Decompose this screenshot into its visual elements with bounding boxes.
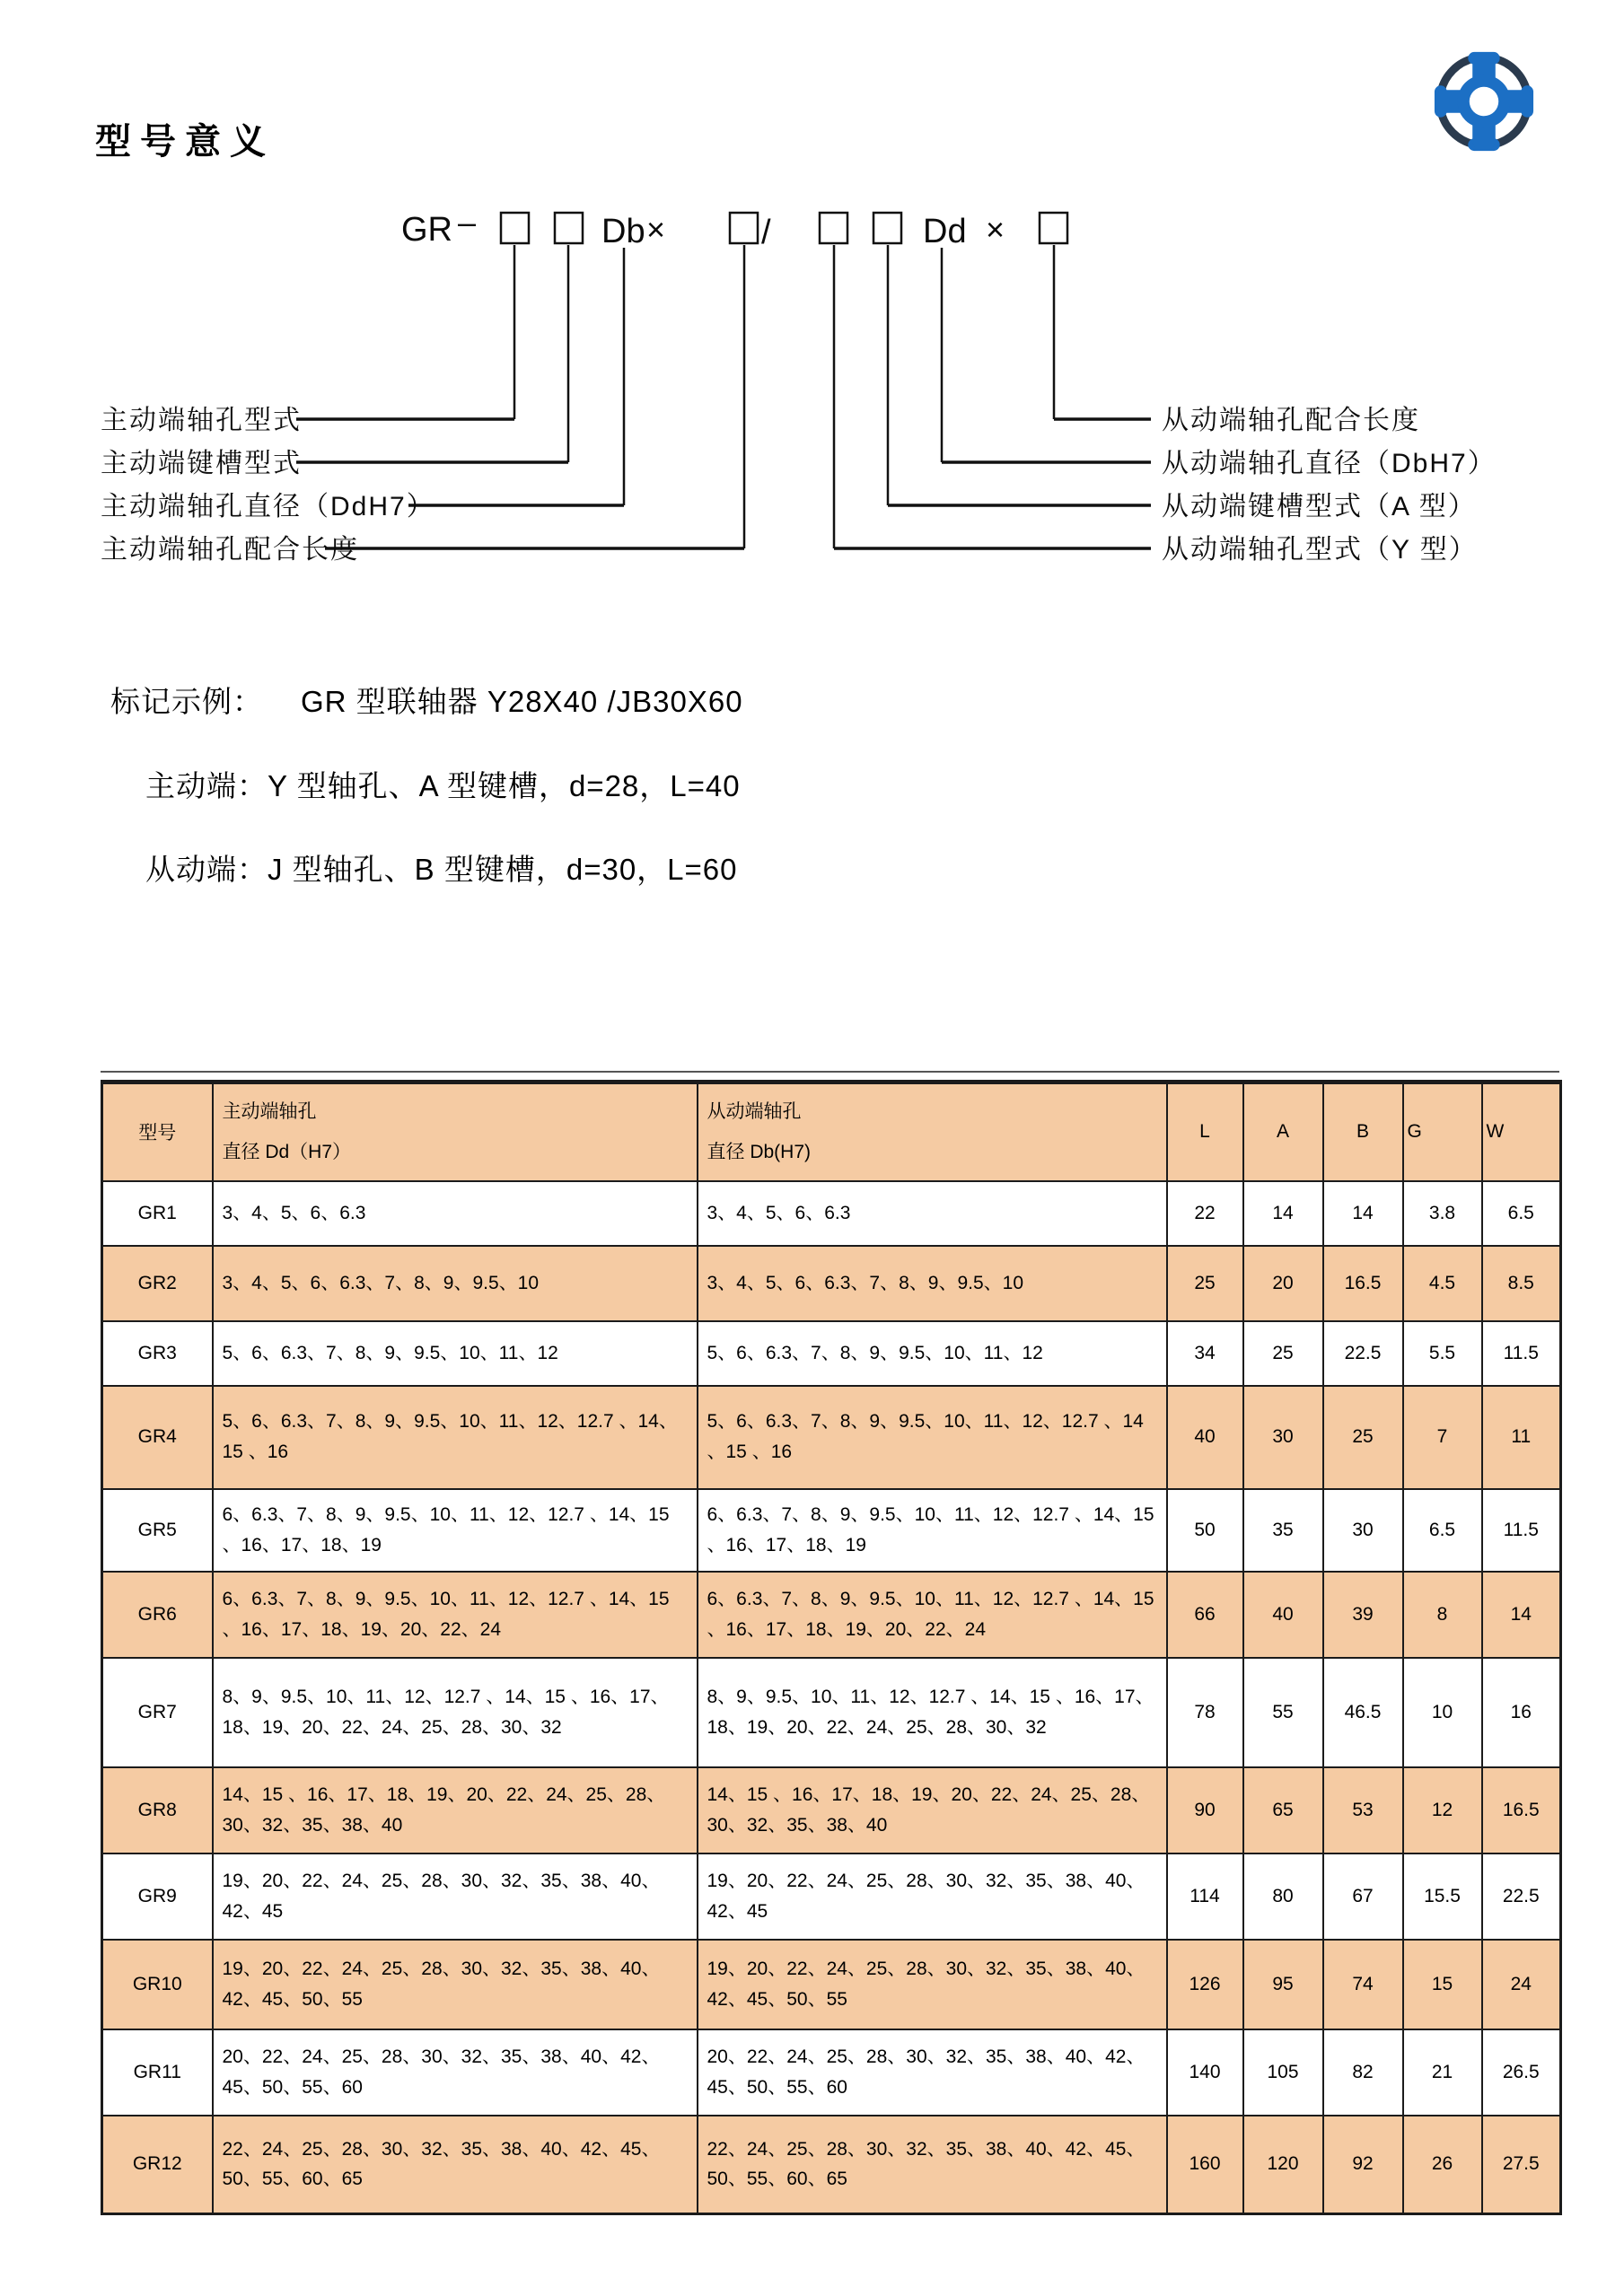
dim-B-cell: 22.5 bbox=[1323, 1321, 1403, 1386]
model-cell: GR6 bbox=[102, 1572, 213, 1658]
drive-bores-cell: 8、9、9.5、10、11、12、12.7 、14、15 、16、17、18、19、20、22、24、25、28、30、32 bbox=[213, 1658, 698, 1767]
drive-bores-cell: 5、6、6.3、7、8、9、9.5、10、11、12 bbox=[213, 1321, 698, 1386]
dim-G-cell: 15.5 bbox=[1403, 1853, 1482, 1940]
dim-A-cell: 120 bbox=[1243, 2116, 1323, 2214]
dim-W-cell: 14 bbox=[1482, 1572, 1561, 1658]
drive-bores-cell: 22、24、25、28、30、32、35、38、40、42、45、50、55、60、65 bbox=[213, 2116, 698, 2214]
table-row bbox=[102, 1940, 1561, 2029]
driven-bores-cell: 3、4、5、6、6.3、7、8、9、9.5、10 bbox=[698, 1246, 1167, 1321]
model-cell: GR7 bbox=[102, 1658, 213, 1767]
header-driven-bore-line2: 直径 Db(H7) bbox=[707, 1142, 812, 1163]
model-cell: GR2 bbox=[102, 1246, 213, 1321]
header-driven-bore-line1: 从动端轴孔 bbox=[707, 1100, 802, 1122]
spec-table bbox=[101, 1080, 1562, 2215]
dim-B-cell: 82 bbox=[1323, 2029, 1403, 2116]
dim-A-cell: 40 bbox=[1243, 1572, 1323, 1658]
table-row bbox=[102, 1386, 1561, 1489]
dim-W-cell: 16 bbox=[1482, 1658, 1561, 1767]
dim-W-cell: 24 bbox=[1482, 1940, 1561, 2029]
driven-bores-cell: 19、20、22、24、25、28、30、32、35、38、40、42、45、50、55 bbox=[698, 1940, 1167, 2029]
table-row bbox=[102, 1321, 1561, 1386]
drive-bores-cell: 5、6、6.3、7、8、9、9.5、10、11、12、12.7 、14、15 、16 bbox=[213, 1386, 698, 1489]
dim-B-cell: 25 bbox=[1323, 1386, 1403, 1489]
callout-drive-bore-type: 主动端轴孔型式 bbox=[101, 406, 302, 435]
dim-A-cell: 65 bbox=[1243, 1767, 1323, 1853]
dim-A-cell: 80 bbox=[1243, 1853, 1323, 1940]
dim-G-cell: 26 bbox=[1403, 2116, 1482, 2214]
formula-times-1: × bbox=[646, 211, 666, 248]
driven-bores-cell: 6、6.3、7、8、9、9.5、10、11、12、12.7 、14、15 、16、17、18、19 bbox=[698, 1489, 1167, 1572]
dim-L-cell: 90 bbox=[1167, 1767, 1243, 1853]
drive-bores-cell: 14、15 、16、17、18、19、20、22、24、25、28、30、32、35、38、40 bbox=[213, 1767, 698, 1853]
dim-A-cell: 35 bbox=[1243, 1489, 1323, 1572]
driven-end-example-line: 从动端：J 型轴孔、B 型键槽，d=30，L=60 bbox=[145, 853, 738, 886]
drive-bores-cell: 19、20、22、24、25、28、30、32、35、38、40、42、45、50、55 bbox=[213, 1940, 698, 2029]
dim-G-cell: 4.5 bbox=[1403, 1246, 1482, 1321]
model-cell: GR12 bbox=[102, 2116, 213, 2214]
dim-L-cell: 114 bbox=[1167, 1853, 1243, 1940]
drive-end-example-line: 主动端：Y 型轴孔、A 型键槽，d=28，L=40 bbox=[145, 769, 741, 802]
table-row bbox=[102, 2029, 1561, 2116]
dim-G-cell: 5.5 bbox=[1403, 1321, 1482, 1386]
model-cell: GR1 bbox=[102, 1181, 213, 1246]
formula-model-prefix: GR bbox=[401, 211, 452, 249]
model-cell: GR5 bbox=[102, 1489, 213, 1572]
dim-B-cell: 30 bbox=[1323, 1489, 1403, 1572]
model-cell: GR8 bbox=[102, 1767, 213, 1853]
dim-B-cell: 67 bbox=[1323, 1853, 1403, 1940]
dim-B-cell: 39 bbox=[1323, 1572, 1403, 1658]
dim-B-cell: 16.5 bbox=[1323, 1246, 1403, 1321]
table-row bbox=[102, 1572, 1561, 1658]
dim-W-cell: 8.5 bbox=[1482, 1246, 1561, 1321]
dim-A-cell: 55 bbox=[1243, 1658, 1323, 1767]
dim-B-cell: 14 bbox=[1323, 1181, 1403, 1246]
table-row bbox=[102, 2116, 1561, 2214]
dim-A-cell: 25 bbox=[1243, 1321, 1323, 1386]
table-row bbox=[102, 1853, 1561, 1940]
formula-dd-label: Dd bbox=[923, 213, 967, 250]
table-header-row bbox=[102, 1082, 1561, 1181]
model-cell: GR11 bbox=[102, 2029, 213, 2116]
marking-example-value: GR 型联轴器 Y28X40 /JB30X60 bbox=[301, 685, 743, 718]
header-dim-W: W bbox=[1482, 1082, 1561, 1181]
header-dim-A: A bbox=[1243, 1082, 1323, 1181]
dim-B-cell: 46.5 bbox=[1323, 1658, 1403, 1767]
driven-bores-cell: 20、22、24、25、28、30、32、35、38、40、42、45、50、55、60 bbox=[698, 2029, 1167, 2116]
drive-bores-cell: 6、6.3、7、8、9、9.5、10、11、12、12.7 、14、15 、16、17、18、19、20、22、24 bbox=[213, 1572, 698, 1658]
dim-W-cell: 11.5 bbox=[1482, 1489, 1561, 1572]
dim-L-cell: 50 bbox=[1167, 1489, 1243, 1572]
header-dim-G: G bbox=[1403, 1082, 1482, 1181]
formula-times-2: × bbox=[986, 211, 1005, 248]
placeholder-box-drive-bore-type bbox=[501, 213, 529, 243]
drive-bores-cell: 19、20、22、24、25、28、30、32、35、38、40、42、45 bbox=[213, 1853, 698, 1940]
table-row bbox=[102, 1767, 1561, 1853]
dim-L-cell: 34 bbox=[1167, 1321, 1243, 1386]
driven-bores-cell: 22、24、25、28、30、32、35、38、40、42、45、50、55、60、65 bbox=[698, 2116, 1167, 2214]
coupling-gear-logo-icon bbox=[1431, 48, 1537, 154]
dim-L-cell: 78 bbox=[1167, 1658, 1243, 1767]
driven-bores-cell: 6、6.3、7、8、9、9.5、10、11、12、12.7 、14、15 、16、17、18、19、20、22、24 bbox=[698, 1572, 1167, 1658]
header-dim-B: B bbox=[1323, 1082, 1403, 1181]
model-cell: GR9 bbox=[102, 1853, 213, 1940]
callout-driven-key-type: 从动端键槽型式（A 型） bbox=[1162, 492, 1477, 521]
page-title: 型号意义 bbox=[95, 122, 275, 162]
drive-bores-cell: 20、22、24、25、28、30、32、35、38、40、42、45、50、55、60 bbox=[213, 2029, 698, 2116]
drive-bores-cell: 3、4、5、6、6.3、7、8、9、9.5、10 bbox=[213, 1246, 698, 1321]
callout-driven-fit-length: 从动端轴孔配合长度 bbox=[1162, 406, 1420, 435]
dim-G-cell: 12 bbox=[1403, 1767, 1482, 1853]
dim-G-cell: 7 bbox=[1403, 1386, 1482, 1489]
driven-bores-cell: 5、6、6.3、7、8、9、9.5、10、11、12、12.7 、14 、15 、16 bbox=[698, 1386, 1167, 1489]
dim-B-cell: 53 bbox=[1323, 1767, 1403, 1853]
dim-L-cell: 40 bbox=[1167, 1386, 1243, 1489]
marking-example-line bbox=[110, 679, 743, 721]
table-top-rule bbox=[101, 1071, 1559, 1073]
table-row bbox=[102, 1246, 1561, 1321]
dim-W-cell: 11 bbox=[1482, 1386, 1561, 1489]
dim-W-cell: 11.5 bbox=[1482, 1321, 1561, 1386]
driven-bores-cell: 8、9、9.5、10、11、12、12.7 、14、15 、16、17、18、19、20、22、24、25、28、30、32 bbox=[698, 1658, 1167, 1767]
driven-bores-cell: 19、20、22、24、25、28、30、32、35、38、40、42、45 bbox=[698, 1853, 1167, 1940]
dim-W-cell: 22.5 bbox=[1482, 1853, 1561, 1940]
model-cell: GR10 bbox=[102, 1940, 213, 2029]
dim-G-cell: 21 bbox=[1403, 2029, 1482, 2116]
placeholder-box-drive-length bbox=[730, 213, 758, 243]
callout-drive-bore-diameter: 主动端轴孔直径（DdH7） bbox=[101, 492, 435, 521]
table-row bbox=[102, 1658, 1561, 1767]
dim-B-cell: 92 bbox=[1323, 2116, 1403, 2214]
dim-L-cell: 160 bbox=[1167, 2116, 1243, 2214]
formula-slash: / bbox=[761, 214, 771, 251]
dim-L-cell: 66 bbox=[1167, 1572, 1243, 1658]
model-cell: GR3 bbox=[102, 1321, 213, 1386]
dim-W-cell: 26.5 bbox=[1482, 2029, 1561, 2116]
dim-B-cell: 74 bbox=[1323, 1940, 1403, 2029]
table-row bbox=[102, 1181, 1561, 1246]
header-drive-bore-line1: 主动端轴孔 bbox=[222, 1100, 317, 1122]
logo-hub-hole bbox=[1470, 87, 1498, 116]
driven-bores-cell: 5、6、6.3、7、8、9、9.5、10、11、12 bbox=[698, 1321, 1167, 1386]
drive-bores-cell: 3、4、5、6、6.3 bbox=[213, 1181, 698, 1246]
dim-A-cell: 105 bbox=[1243, 2029, 1323, 2116]
driven-bores-cell: 14、15 、16、17、18、19、20、22、24、25、28、30、32、35、38、40 bbox=[698, 1767, 1167, 1853]
marking-example-label: 标记示例： bbox=[110, 685, 263, 718]
dim-L-cell: 140 bbox=[1167, 2029, 1243, 2116]
driven-bores-cell: 3、4、5、6、6.3 bbox=[698, 1181, 1167, 1246]
dim-G-cell: 10 bbox=[1403, 1658, 1482, 1767]
dim-W-cell: 27.5 bbox=[1482, 2116, 1561, 2214]
dim-G-cell: 8 bbox=[1403, 1572, 1482, 1658]
table-row bbox=[102, 1489, 1561, 1572]
header-drive-bore-line2: 直径 Dd（H7） bbox=[222, 1142, 352, 1163]
dim-W-cell: 6.5 bbox=[1482, 1181, 1561, 1246]
header-model: 型号 bbox=[102, 1082, 213, 1181]
dim-L-cell: 25 bbox=[1167, 1246, 1243, 1321]
formula-db-label: Db bbox=[601, 213, 645, 250]
formula-dash: – bbox=[458, 204, 477, 241]
placeholder-box-drive-key-type bbox=[555, 213, 583, 243]
dim-A-cell: 95 bbox=[1243, 1940, 1323, 2029]
placeholder-box-driven-length bbox=[1040, 213, 1067, 243]
callout-drive-key-type: 主动端键槽型式 bbox=[101, 449, 302, 478]
dim-L-cell: 22 bbox=[1167, 1181, 1243, 1246]
callout-drive-fit-length: 主动端轴孔配合长度 bbox=[101, 535, 359, 565]
dim-W-cell: 16.5 bbox=[1482, 1767, 1561, 1853]
placeholder-box-driven-bore-type bbox=[820, 213, 847, 243]
placeholder-box-driven-key-type bbox=[873, 213, 901, 243]
callout-driven-bore-diameter: 从动端轴孔直径（DbH7） bbox=[1162, 449, 1497, 478]
callout-driven-bore-type: 从动端轴孔型式（Y 型） bbox=[1162, 535, 1478, 565]
drive-bores-cell: 6、6.3、7、8、9、9.5、10、11、12、12.7 、14、15 、16、17、18、19 bbox=[213, 1489, 698, 1572]
dim-A-cell: 20 bbox=[1243, 1246, 1323, 1321]
model-designation-diagram bbox=[0, 188, 1624, 592]
header-dim-L: L bbox=[1167, 1082, 1243, 1181]
dim-G-cell: 3.8 bbox=[1403, 1181, 1482, 1246]
dim-A-cell: 30 bbox=[1243, 1386, 1323, 1489]
header-drive-bore bbox=[213, 1082, 698, 1181]
dim-L-cell: 126 bbox=[1167, 1940, 1243, 2029]
dim-G-cell: 15 bbox=[1403, 1940, 1482, 2029]
model-cell: GR4 bbox=[102, 1386, 213, 1489]
header-driven-bore bbox=[698, 1082, 1167, 1181]
dim-A-cell: 14 bbox=[1243, 1181, 1323, 1246]
dim-G-cell: 6.5 bbox=[1403, 1489, 1482, 1572]
